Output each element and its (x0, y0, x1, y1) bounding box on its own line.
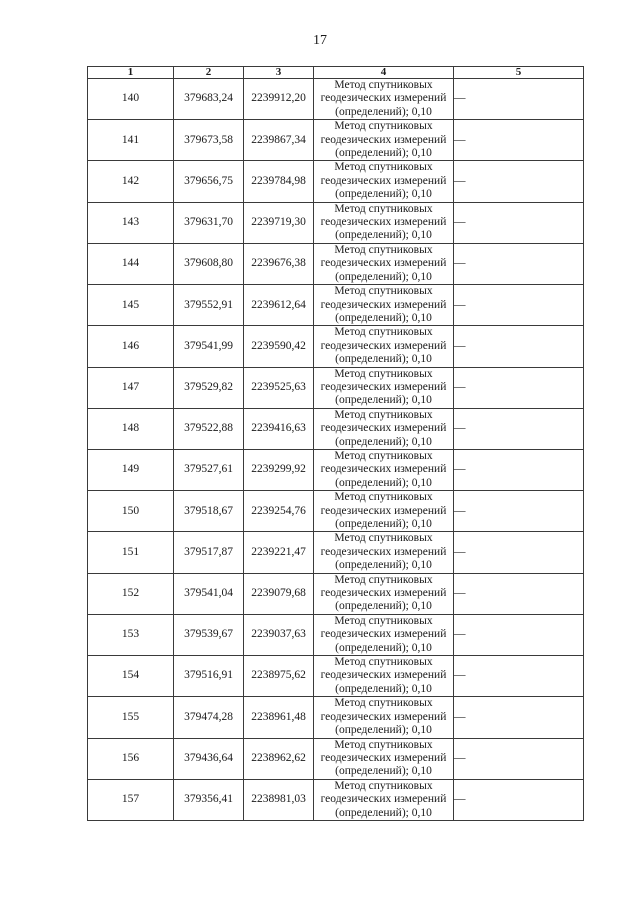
method-line: Метод спутниковых (334, 779, 433, 792)
y-coordinate-cell: 2239221,47 (244, 532, 314, 573)
note-cell: — (454, 491, 584, 532)
x-coordinate-cell: 379541,99 (174, 326, 244, 367)
table-row (88, 326, 584, 367)
point-number-cell: 142 (88, 161, 174, 202)
y-coordinate-cell: 2239784,98 (244, 161, 314, 202)
x-coordinate-cell: 379436,64 (174, 738, 244, 779)
table-row (88, 79, 584, 120)
method-line: (определений); 0,10 (335, 147, 432, 160)
method-line: геодезических измерений (320, 793, 447, 806)
note-cell: — (454, 573, 584, 614)
method-line: Метод спутниковых (334, 491, 433, 504)
note-cell: — (454, 697, 584, 738)
x-coordinate-cell: 379673,58 (174, 120, 244, 161)
table-row (88, 202, 584, 243)
method-line: геодезических измерений (320, 751, 447, 764)
point-number-cell: 152 (88, 573, 174, 614)
method-line: Метод спутниковых (334, 408, 433, 421)
method-line: (определений); 0,10 (335, 559, 432, 572)
method-line: геодезических измерений (320, 257, 447, 270)
note-cell: — (454, 656, 584, 697)
y-coordinate-cell: 2239299,92 (244, 449, 314, 490)
method-cell (314, 738, 454, 779)
method-cell (314, 614, 454, 655)
page-number: 17 (313, 33, 327, 48)
method-line: Метод спутниковых (334, 614, 433, 627)
method-line: Метод спутниковых (334, 79, 433, 91)
note-cell: — (454, 614, 584, 655)
method-line: геодезических измерений (320, 298, 447, 311)
point-number-cell: 145 (88, 285, 174, 326)
note-cell: — (454, 202, 584, 243)
x-coordinate-cell: 379529,82 (174, 367, 244, 408)
method-line: геодезических измерений (320, 339, 447, 352)
point-number-cell: 143 (88, 202, 174, 243)
method-cell (314, 161, 454, 202)
x-coordinate-cell: 379608,80 (174, 243, 244, 284)
method-line: Метод спутниковых (334, 573, 433, 586)
table-row (88, 532, 584, 573)
method-line: (определений); 0,10 (335, 806, 432, 819)
method-line: (определений); 0,10 (335, 270, 432, 283)
method-line: Метод спутниковых (334, 738, 433, 751)
method-line: (определений); 0,10 (335, 311, 432, 324)
column-header: 1 (88, 67, 174, 79)
point-number-cell: 150 (88, 491, 174, 532)
table-row (88, 573, 584, 614)
method-line: геодезических измерений (320, 545, 447, 558)
x-coordinate-cell: 379631,70 (174, 202, 244, 243)
table-row (88, 491, 584, 532)
table-row (88, 243, 584, 284)
point-number-cell: 141 (88, 120, 174, 161)
note-cell: — (454, 367, 584, 408)
method-cell (314, 285, 454, 326)
method-line: (определений); 0,10 (335, 394, 432, 407)
y-coordinate-cell: 2239079,68 (244, 573, 314, 614)
method-line: геодезических измерений (320, 669, 447, 682)
x-coordinate-cell: 379552,91 (174, 285, 244, 326)
table-row (88, 697, 584, 738)
point-number-cell: 157 (88, 779, 174, 820)
x-coordinate-cell: 379656,75 (174, 161, 244, 202)
method-line: Метод спутниковых (334, 656, 433, 669)
note-cell: — (454, 120, 584, 161)
y-coordinate-cell: 2238961,48 (244, 697, 314, 738)
y-coordinate-cell: 2238981,03 (244, 779, 314, 820)
y-coordinate-cell: 2239525,63 (244, 367, 314, 408)
y-coordinate-cell: 2239912,20 (244, 79, 314, 120)
point-number-cell: 153 (88, 614, 174, 655)
column-header: 4 (314, 67, 454, 79)
y-coordinate-cell: 2239676,38 (244, 243, 314, 284)
column-header: 2 (174, 67, 244, 79)
note-cell: — (454, 408, 584, 449)
note-cell: — (454, 161, 584, 202)
method-line: (определений); 0,10 (335, 682, 432, 695)
table-header-row (88, 67, 584, 79)
table-row (88, 779, 584, 820)
y-coordinate-cell: 2239590,42 (244, 326, 314, 367)
x-coordinate-cell: 379522,88 (174, 408, 244, 449)
table-row (88, 367, 584, 408)
y-coordinate-cell: 2239416,63 (244, 408, 314, 449)
point-number-cell: 147 (88, 367, 174, 408)
method-cell (314, 367, 454, 408)
table-row (88, 449, 584, 490)
y-coordinate-cell: 2239037,63 (244, 614, 314, 655)
point-number-cell: 156 (88, 738, 174, 779)
x-coordinate-cell: 379474,28 (174, 697, 244, 738)
method-cell (314, 573, 454, 614)
method-line: геодезических измерений (320, 710, 447, 723)
method-line: Метод спутниковых (334, 697, 433, 710)
method-line: геодезических измерений (320, 463, 447, 476)
table-row (88, 161, 584, 202)
method-cell (314, 408, 454, 449)
y-coordinate-cell: 2238975,62 (244, 656, 314, 697)
method-line: (определений); 0,10 (335, 518, 432, 530)
point-number-cell: 148 (88, 408, 174, 449)
x-coordinate-cell: 379527,61 (174, 449, 244, 490)
note-cell: — (454, 738, 584, 779)
method-line: Метод спутниковых (334, 532, 433, 545)
method-cell (314, 120, 454, 161)
method-cell (314, 326, 454, 367)
method-line: геодезических измерений (320, 587, 447, 600)
method-cell (314, 243, 454, 284)
table-row (88, 120, 584, 161)
method-line: геодезических измерений (320, 380, 447, 393)
y-coordinate-cell: 2239612,64 (244, 285, 314, 326)
table-row (88, 285, 584, 326)
point-number-cell: 140 (88, 79, 174, 120)
method-cell (314, 79, 454, 120)
point-number-cell: 154 (88, 656, 174, 697)
table-row (88, 656, 584, 697)
column-header: 5 (454, 67, 584, 79)
method-line: (определений); 0,10 (335, 435, 432, 448)
x-coordinate-cell: 379516,91 (174, 656, 244, 697)
note-cell: — (454, 779, 584, 820)
method-cell (314, 656, 454, 697)
method-line: (определений); 0,10 (335, 353, 432, 366)
method-line: Метод спутниковых (334, 367, 433, 380)
point-number-cell: 151 (88, 532, 174, 573)
note-cell: — (454, 449, 584, 490)
method-line: (определений); 0,10 (335, 229, 432, 242)
note-cell: — (454, 243, 584, 284)
method-cell (314, 697, 454, 738)
note-cell: — (454, 285, 584, 326)
method-cell (314, 779, 454, 820)
point-number-cell: 155 (88, 697, 174, 738)
x-coordinate-cell: 379541,04 (174, 573, 244, 614)
x-coordinate-cell: 379356,41 (174, 779, 244, 820)
method-line: (определений); 0,10 (335, 188, 432, 201)
note-cell: — (454, 79, 584, 120)
method-line: Метод спутниковых (334, 202, 433, 215)
method-line: геодезических измерений (320, 92, 447, 105)
point-number-cell: 144 (88, 243, 174, 284)
coordinates-table (87, 66, 584, 821)
method-line: (определений); 0,10 (335, 105, 432, 118)
note-cell: — (454, 532, 584, 573)
method-cell (314, 491, 454, 532)
method-line: Метод спутниковых (334, 243, 433, 256)
method-line: Метод спутниковых (334, 285, 433, 298)
method-line: Метод спутниковых (334, 326, 433, 339)
method-cell (314, 532, 454, 573)
method-line: геодезических измерений (320, 628, 447, 641)
method-line: геодезических измерений (320, 133, 447, 146)
y-coordinate-cell: 2239254,76 (244, 491, 314, 532)
method-line: геодезических измерений (320, 504, 447, 517)
method-cell (314, 449, 454, 490)
x-coordinate-cell: 379517,87 (174, 532, 244, 573)
y-coordinate-cell: 2238962,62 (244, 738, 314, 779)
table-row (88, 408, 584, 449)
note-cell: — (454, 326, 584, 367)
method-line: Метод спутниковых (334, 161, 433, 174)
x-coordinate-cell: 379518,67 (174, 491, 244, 532)
x-coordinate-cell: 379539,67 (174, 614, 244, 655)
y-coordinate-cell: 2239719,30 (244, 202, 314, 243)
method-line: (определений); 0,10 (335, 765, 432, 778)
point-number-cell: 149 (88, 449, 174, 490)
method-line: (определений); 0,10 (335, 476, 432, 489)
column-header: 3 (244, 67, 314, 79)
method-line: геодезических измерений (320, 216, 447, 229)
method-line: геодезических измерений (320, 174, 447, 187)
method-line: геодезических измерений (320, 422, 447, 435)
point-number-cell: 146 (88, 326, 174, 367)
method-line: (определений); 0,10 (335, 641, 432, 654)
table-row (88, 738, 584, 779)
method-line: (определений); 0,10 (335, 600, 432, 613)
method-line: Метод спутниковых (334, 449, 433, 462)
method-line: Метод спутниковых (334, 120, 433, 133)
method-cell (314, 202, 454, 243)
y-coordinate-cell: 2239867,34 (244, 120, 314, 161)
method-line: (определений); 0,10 (335, 724, 432, 737)
x-coordinate-cell: 379683,24 (174, 79, 244, 120)
table-row (88, 614, 584, 655)
